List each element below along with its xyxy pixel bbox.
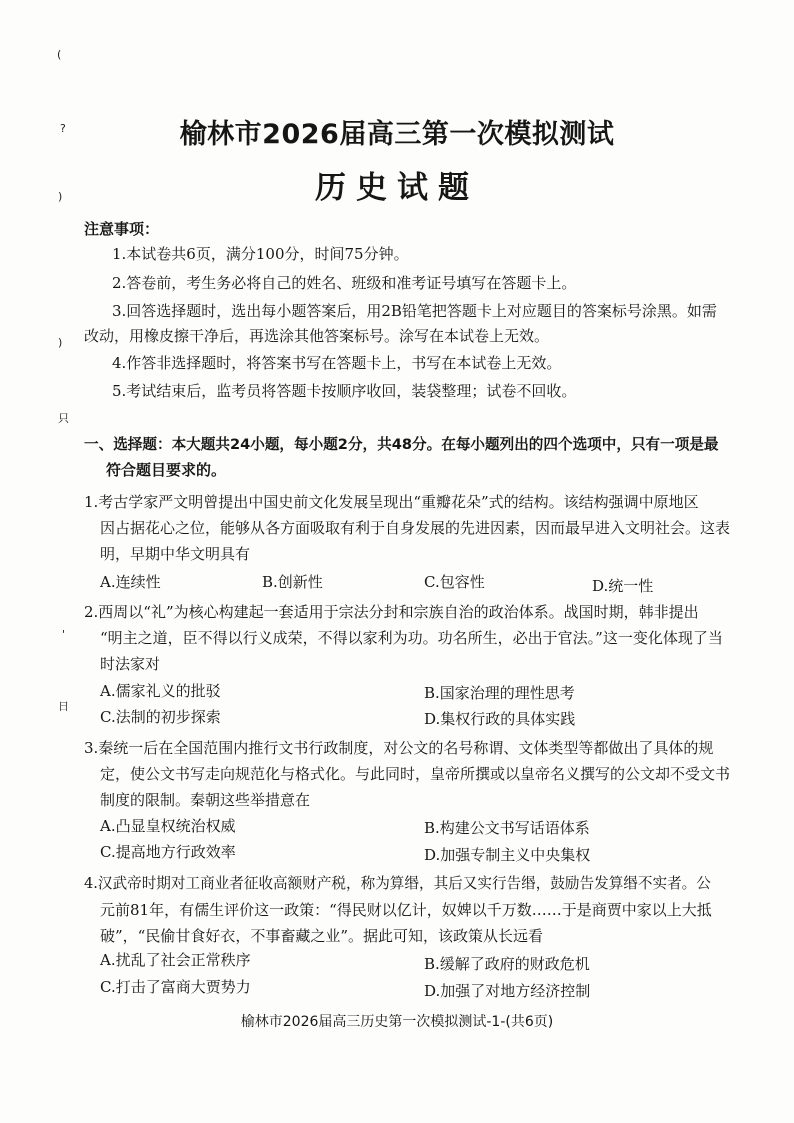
question-2-option-b: B.国家治理的理性思考 [424, 684, 575, 702]
question-1-text: 明，早期中华文明具有 [100, 545, 251, 563]
question-3-option-b: B.构建公文书写话语体系 [424, 819, 590, 837]
margin-mark: 日 [58, 700, 69, 713]
question-2-option-a: A.儒家礼义的批驳 [100, 682, 221, 700]
question-4-option-d: D.加强了对地方经济控制 [424, 982, 591, 1000]
question-1-option-a: A.连续性 [100, 573, 161, 591]
question-2-option-c: C.法制的初步探索 [100, 708, 221, 726]
notice-item: 1.本试卷共6页，满分100分，时间75分钟。 [112, 245, 409, 263]
question-2-text: 2.西周以“礼”为核心构建起一套适用于宗法分封和宗族自治的政治体系。战国时期，韩非提出 [84, 603, 699, 621]
notice-item: 3.回答选择题时，选出每小题答案后，用2B铅笔把答题卡上对应题目的答案标号涂黑。如需 [112, 302, 717, 320]
question-2-option-d: D.集权行政的具体实践 [424, 710, 576, 728]
margin-mark: ? [60, 122, 66, 135]
question-1-option-b: B.创新性 [262, 573, 323, 591]
question-4-text: 破”，“民偷甘食好衣，不事畜藏之业”。据此可知，该政策从长远看 [100, 927, 544, 945]
question-1-option-d: D.统一性 [592, 577, 654, 595]
question-1-text: 1.考古学家严文明曾提出中国史前文化发展呈现出“重瓣花朵”式的结构。该结构强调中原地区 [84, 493, 699, 511]
question-4-option-a: A.扰乱了社会正常秩序 [100, 951, 251, 969]
exam-title: 榆林市2026届高三第一次模拟测试 [179, 119, 615, 150]
question-2-text: “明主之道，臣不得以行义成荣，不得以家利为功。功名所生，必出于官法。”这一变化体现了当 [100, 629, 723, 647]
question-4-text: 4.汉武帝时期对工商业者征收高额财产税，称为算缗，其后又实行告缗，鼓励告发算缗不实者。公 [84, 875, 711, 892]
margin-mark: ) [58, 336, 63, 349]
notice-item: 2.答卷前，考生务必将自己的姓名、班级和准考证号填写在答题卡上。 [112, 274, 577, 292]
question-2-text: 时法家对 [100, 655, 161, 673]
question-3-option-d: D.加强专制主义中央集权 [424, 846, 591, 864]
question-4-option-b: B.缓解了政府的财政危机 [424, 955, 590, 973]
question-4-text: 元前81年，有儒生评价这一政策：“得民财以亿计，奴婢以千万数……于是商贾中家以上大抵 [100, 901, 712, 919]
question-3-text: 3.秦统一后在全国范围内推行文书行政制度，对公文的名号称谓、文体类型等都做出了具体的规 [84, 739, 714, 757]
margin-mark: 只 [58, 412, 69, 425]
question-3-option-a: A.凸显皇权统治权威 [100, 817, 236, 835]
notice-item: 5.考试结束后，监考员将答题卡按顺序收回，装袋整理；试卷不回收。 [112, 382, 577, 400]
notice-item: 改动，用橡皮擦干净后，再选涂其他答案标号。涂写在本试卷上无效。 [84, 327, 550, 345]
question-3-option-c: C.提高地方行政效率 [100, 843, 236, 861]
margin-mark: ( [57, 48, 62, 61]
question-3-text: 制度的限制。秦朝这些举措意在 [100, 791, 311, 809]
exam-subject-title: 历史试题 [315, 170, 479, 206]
question-1-text: 因占据花心之位，能够从各方面吸取有利于自身发展的先进因素，因而最早进入文明社会。这表 [100, 519, 731, 537]
question-1-option-c: C.包容性 [424, 573, 485, 591]
section-heading-cont: 符合题目要求的。 [106, 461, 227, 479]
question-3-text: 定，使公文书写走向规范化与格式化。与此同时，皇帝所撰或以皇帝名义撰写的公文却不受文书 [100, 765, 731, 783]
notice-heading: 注意事项： [84, 220, 160, 238]
margin-mark: ' [62, 628, 66, 641]
margin-mark: ) [58, 190, 63, 203]
page-footer: 榆林市2026届高三历史第一次模拟测试-1-(共6页) [240, 1014, 554, 1030]
section-heading: 一、选择题：本大题共24小题，每小题2分，共48分。在每小题列出的四个选项中，只有一项是最 [84, 436, 719, 453]
question-4-option-c: C.打击了富商大贾势力 [100, 978, 251, 996]
notice-item: 4.作答非选择题时，将答案书写在答题卡上，书写在本试卷上无效。 [112, 354, 562, 372]
